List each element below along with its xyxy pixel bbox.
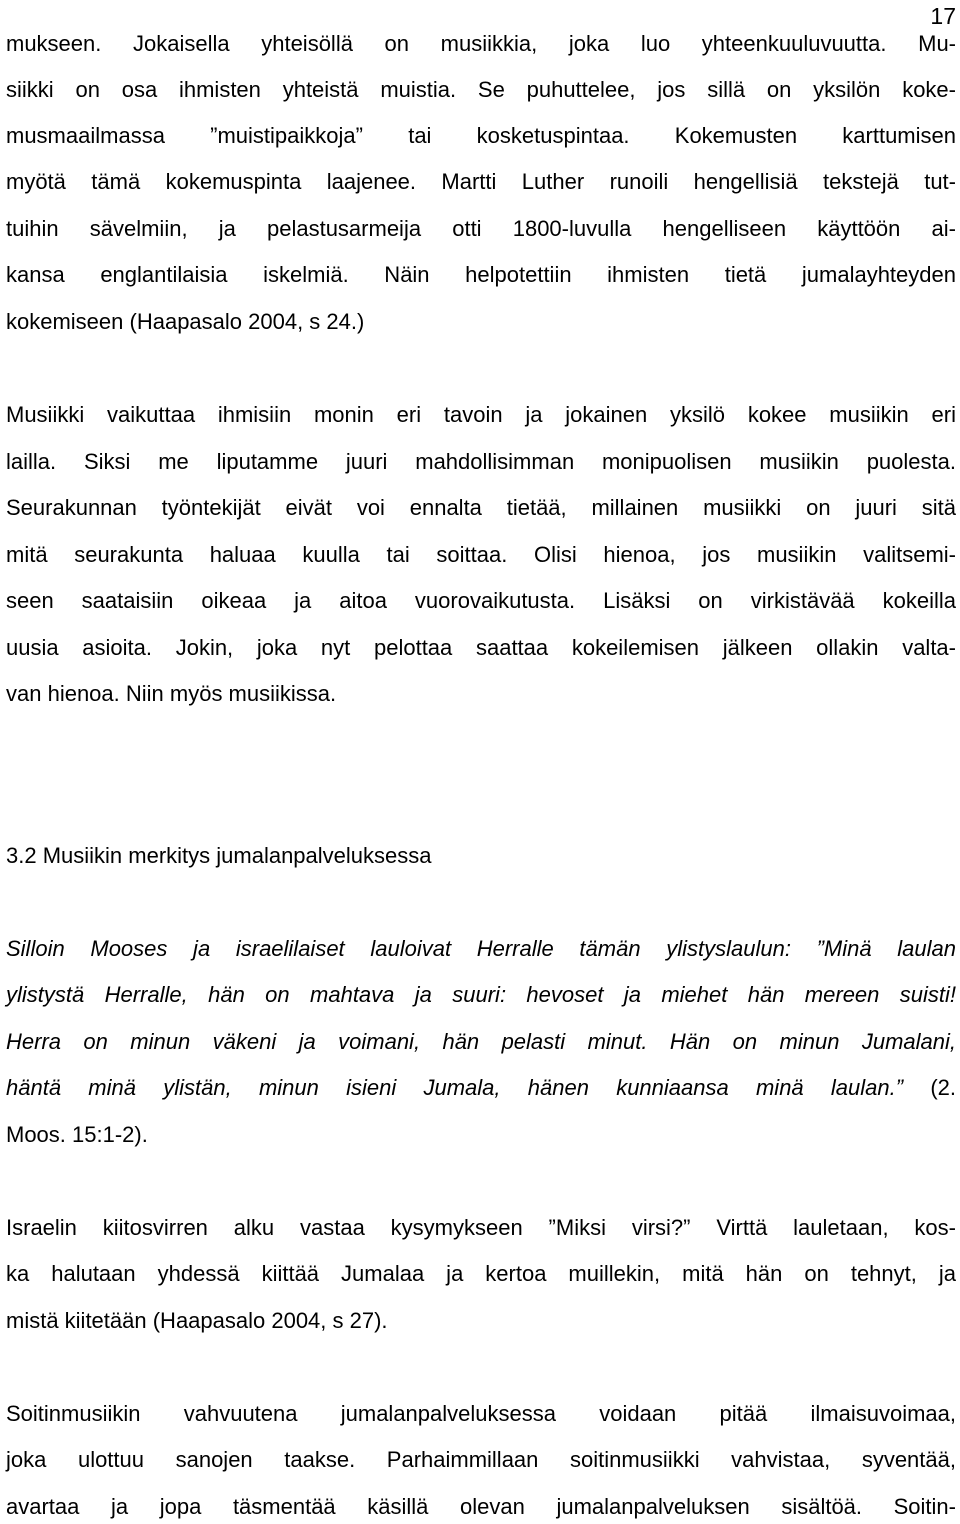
text-line: Musiikki vaikuttaa ihmisiin monin eri tavoin ja jokainen yksilö kokee musiikin eri bbox=[6, 402, 956, 427]
text-line: lailla. Siksi me liputamme juuri mahdollisimman monipuolisen musiikin puolesta. bbox=[6, 449, 956, 474]
page-number: 17 bbox=[930, 3, 956, 29]
text-line: myötä tämä kokemuspinta laajenee. Martti Luther runoili hengellisiä tekstejä tut- bbox=[6, 169, 956, 194]
text-line: joka ulottuu sanojen taakse. Parhaimmillaan soitinmusiikki vahvistaa, syventää, bbox=[6, 1447, 956, 1472]
text-line: Israelin kiitosvirren alku vastaa kysymykseen ”Miksi virsi?” Virttä lauletaan, kos- bbox=[6, 1215, 956, 1240]
text-line: mistä kiitetään (Haapasalo 2004, s 27). bbox=[6, 1308, 388, 1333]
text-line: mitä seurakunta haluaa kuulla tai soittaa. Olisi hienoa, jos musiikin valitsemi- bbox=[6, 542, 956, 567]
text-line: seen saataisiin oikeaa ja aitoa vuorovaikutusta. Lisäksi on virkistävää kokeilla bbox=[6, 588, 956, 613]
text-line: ka halutaan yhdessä kiittää Jumalaa ja kertoa muillekin, mitä hän on tehnyt, ja bbox=[6, 1261, 956, 1286]
text-line: Soitinmusiikin vahvuutena jumalanpalveluksessa voidaan pitää ilmaisuvoimaa, bbox=[6, 1401, 956, 1426]
quote-reference: (2. bbox=[903, 1075, 956, 1100]
quote-line: Moos. 15:1-2). bbox=[6, 1122, 148, 1147]
quote-line: Silloin Mooses ja israelilaiset lauloivat Herralle tämän ylistyslaulun: ”Minä laulan bbox=[6, 936, 956, 961]
text-line: mukseen. Jokaisella yhteisöllä on musiikkia, joka luo yhteenkuuluvuutta. Mu- bbox=[6, 31, 956, 56]
text-line: van hienoa. Niin myös musiikissa. bbox=[6, 681, 337, 706]
quote-line bbox=[6, 1073, 956, 1103]
text-line: Seurakunnan työntekijät eivät voi ennalta tietää, millainen musiikki on juuri sitä bbox=[6, 495, 956, 520]
quote-line: Herra on minun väkeni ja voimani, hän pelasti minut. Hän on minun Jumalani, bbox=[6, 1029, 956, 1054]
text-line: musmaailmassa ”muistipaikkoja” tai kosketuspintaa. Kokemusten karttumisen bbox=[6, 123, 956, 148]
text-line: uusia asioita. Jokin, joka nyt pelottaa saattaa kokeilemisen jälkeen ollakin valta- bbox=[6, 635, 956, 660]
text-line: kokemiseen (Haapasalo 2004, s 24.) bbox=[6, 309, 365, 334]
section-heading: 3.2 Musiikin merkitys jumalanpalveluksessa bbox=[6, 843, 432, 868]
text-line: avartaa ja jopa täsmentää käsillä olevan jumalanpalveluksen sisältöä. Soitin- bbox=[6, 1494, 956, 1519]
text-line: siikki on osa ihmisten yhteistä muistia. Se puhuttelee, jos sillä on yksilön koke- bbox=[6, 77, 956, 102]
text-line: kansa englantilaisia iskelmiä. Näin helpotettiin ihmisten tietä jumalayhteyden bbox=[6, 262, 956, 287]
text-line: tuihin sävelmiin, ja pelastusarmeija otti 1800-luvulla hengelliseen käyttöön ai- bbox=[6, 216, 956, 241]
quote-line: ylistystä Herralle, hän on mahtava ja suuri: hevoset ja miehet hän mereen suisti! bbox=[6, 982, 956, 1007]
quote-text: häntä minä ylistän, minun isieni Jumala, hänen kunniaansa minä laulan.” bbox=[6, 1075, 904, 1100]
